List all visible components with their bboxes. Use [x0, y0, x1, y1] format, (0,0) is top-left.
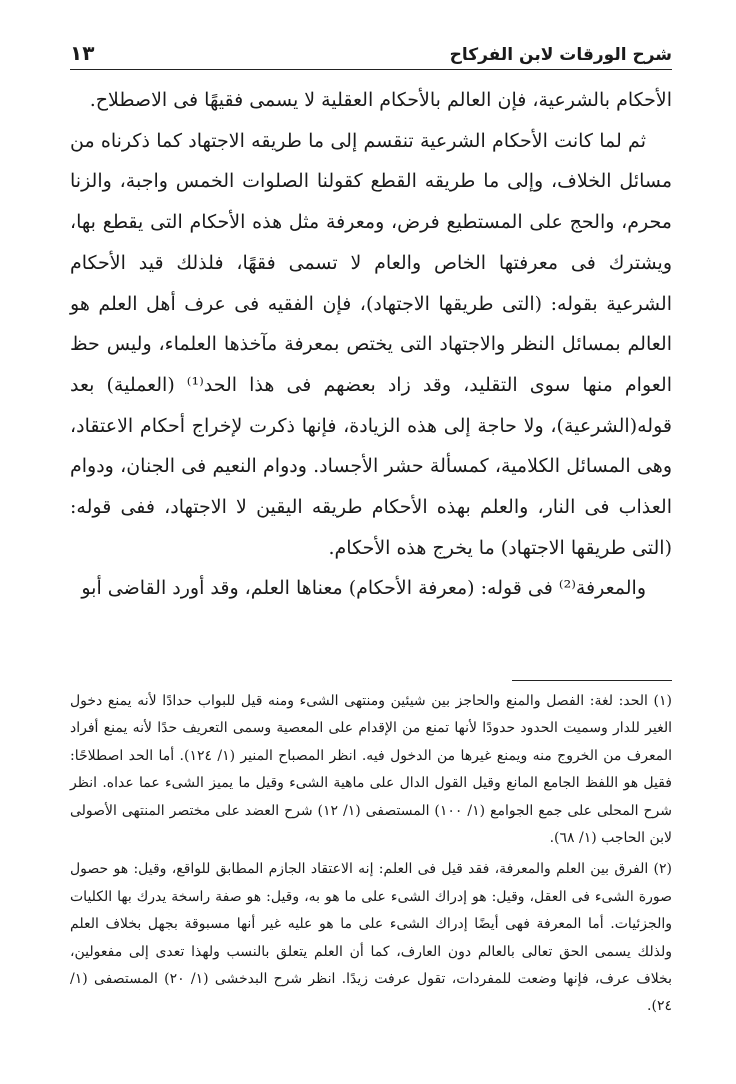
main-text	[70, 80, 672, 609]
paragraph-2: ثم لما كانت الأحكام الشرعية تنقسم إلى ما طريقه الاجتهاد كما ذكرناه من مسائل الخلاف، وإلى ما طريقه القطع كقولنا الصلوات الخمس واجبة، والزنا محرم، والحج على المستطيع فرض، ومعرفة مثل هذه الأحكام التى يقطع بها، ويشترك فى معرفتها الخاص والعام لا تسمى فقهًا، فلذلك قيد الأحكام الشرعية بقوله: (التى طريقها الاجتهاد)، فإن الفقيه فى عرف أهل العلم هو العالم بمسائل النظر والاجتهاد التى يختص بمعرفة مآخذها العلماء، وليس حظ العوام منها سوى التقليد، وقد زاد بعضهم فى هذا الحد⁽¹⁾ (العملية) بعد قوله(الشرعية)، ولا حاجة إلى هذه الزيادة، فإنها ذكرت لإخراج أحكام الاعتقاد، وهى المسائل الكلامية، كمسألة حشر الأجساد. ودوام النعيم فى الجنان، ودوام العذاب فى النار، والعلم بهذه الأحكام طريقه اليقين لا الاجتهاد، ففى قوله: (التى طريقها الاجتهاد) ما يخرج هذه الأحكام.	[70, 129, 672, 559]
footnote-2: (٢) الفرق بين العلم والمعرفة، فقد قيل فى العلم: إنه الاعتقاد الجازم المطابق للواقع، وقيل: هو حصول صورة الشىء فى العقل، وقيل: هو إدراك الشىء على ما هو به، وقيل: هو صفة راسخة يدرك بها الكليات والجزئيات. أما المعرفة فهى أيضًا إدراك الشىء على ما هو عليه غير أنها مسبوقة بجهل بخلاف العلم ولذلك يسمى الحق تعالى بالعالم دون العارف، كما أن العلم يتعلق بالنسب ولهذا تعدى إلى مفعولين، بخلاف عرف، فإنها وضعت للمفردات، تقول عرفت زيدًا. انظر شرح البدخشى (١/ ٢٠) المستصفى (١/ ٢٤).	[70, 861, 672, 1015]
running-header	[70, 34, 672, 70]
footnotes	[70, 688, 672, 1021]
paragraph-1: الأحكام بالشرعية، فإن العالم بالأحكام العقلية لا يسمى فقيهًا فى الاصطلاح.	[89, 89, 672, 111]
footnote-1: (١) الحد: لغة: الفصل والمنع والحاجز بين شيئين ومنتهى الشىء ومنه قيل للبواب حدادًا لأنه يمنع دخول الغير للدار وسميت الحدود حدودًا لأنها تمنع من الإقدام على المعصية وسمى التعريف حدًا لأنه يمنع أفراد المعرف من الخروج منه ويمنع غيرها من الدخول فيه. انظر المصباح المنير (١/ ١٢٤). أما الحد اصطلاحًا: فقيل هو اللفظ الجامع المانع وقيل القول الدال على ماهية الشىء وقيل ما يميز الشىء عما عداه. انظر شرح المحلى على جمع الجوامع (١/ ١٠٠) المستصفى (١/ ١٢) شرح العضد على مختصر المنتهى الأصولى لابن الحاجب (١/ ٦٨).	[70, 693, 672, 847]
page-number: ١٣	[70, 41, 95, 65]
paragraph-3: والمعرفة⁽²⁾ فى قوله: (معرفة الأحكام) معناها العلم، وقد أورد القاضى أبو	[81, 577, 646, 600]
footnote-divider	[512, 680, 672, 681]
book-title: شرح الورقات لابن الفركاح	[449, 45, 672, 65]
